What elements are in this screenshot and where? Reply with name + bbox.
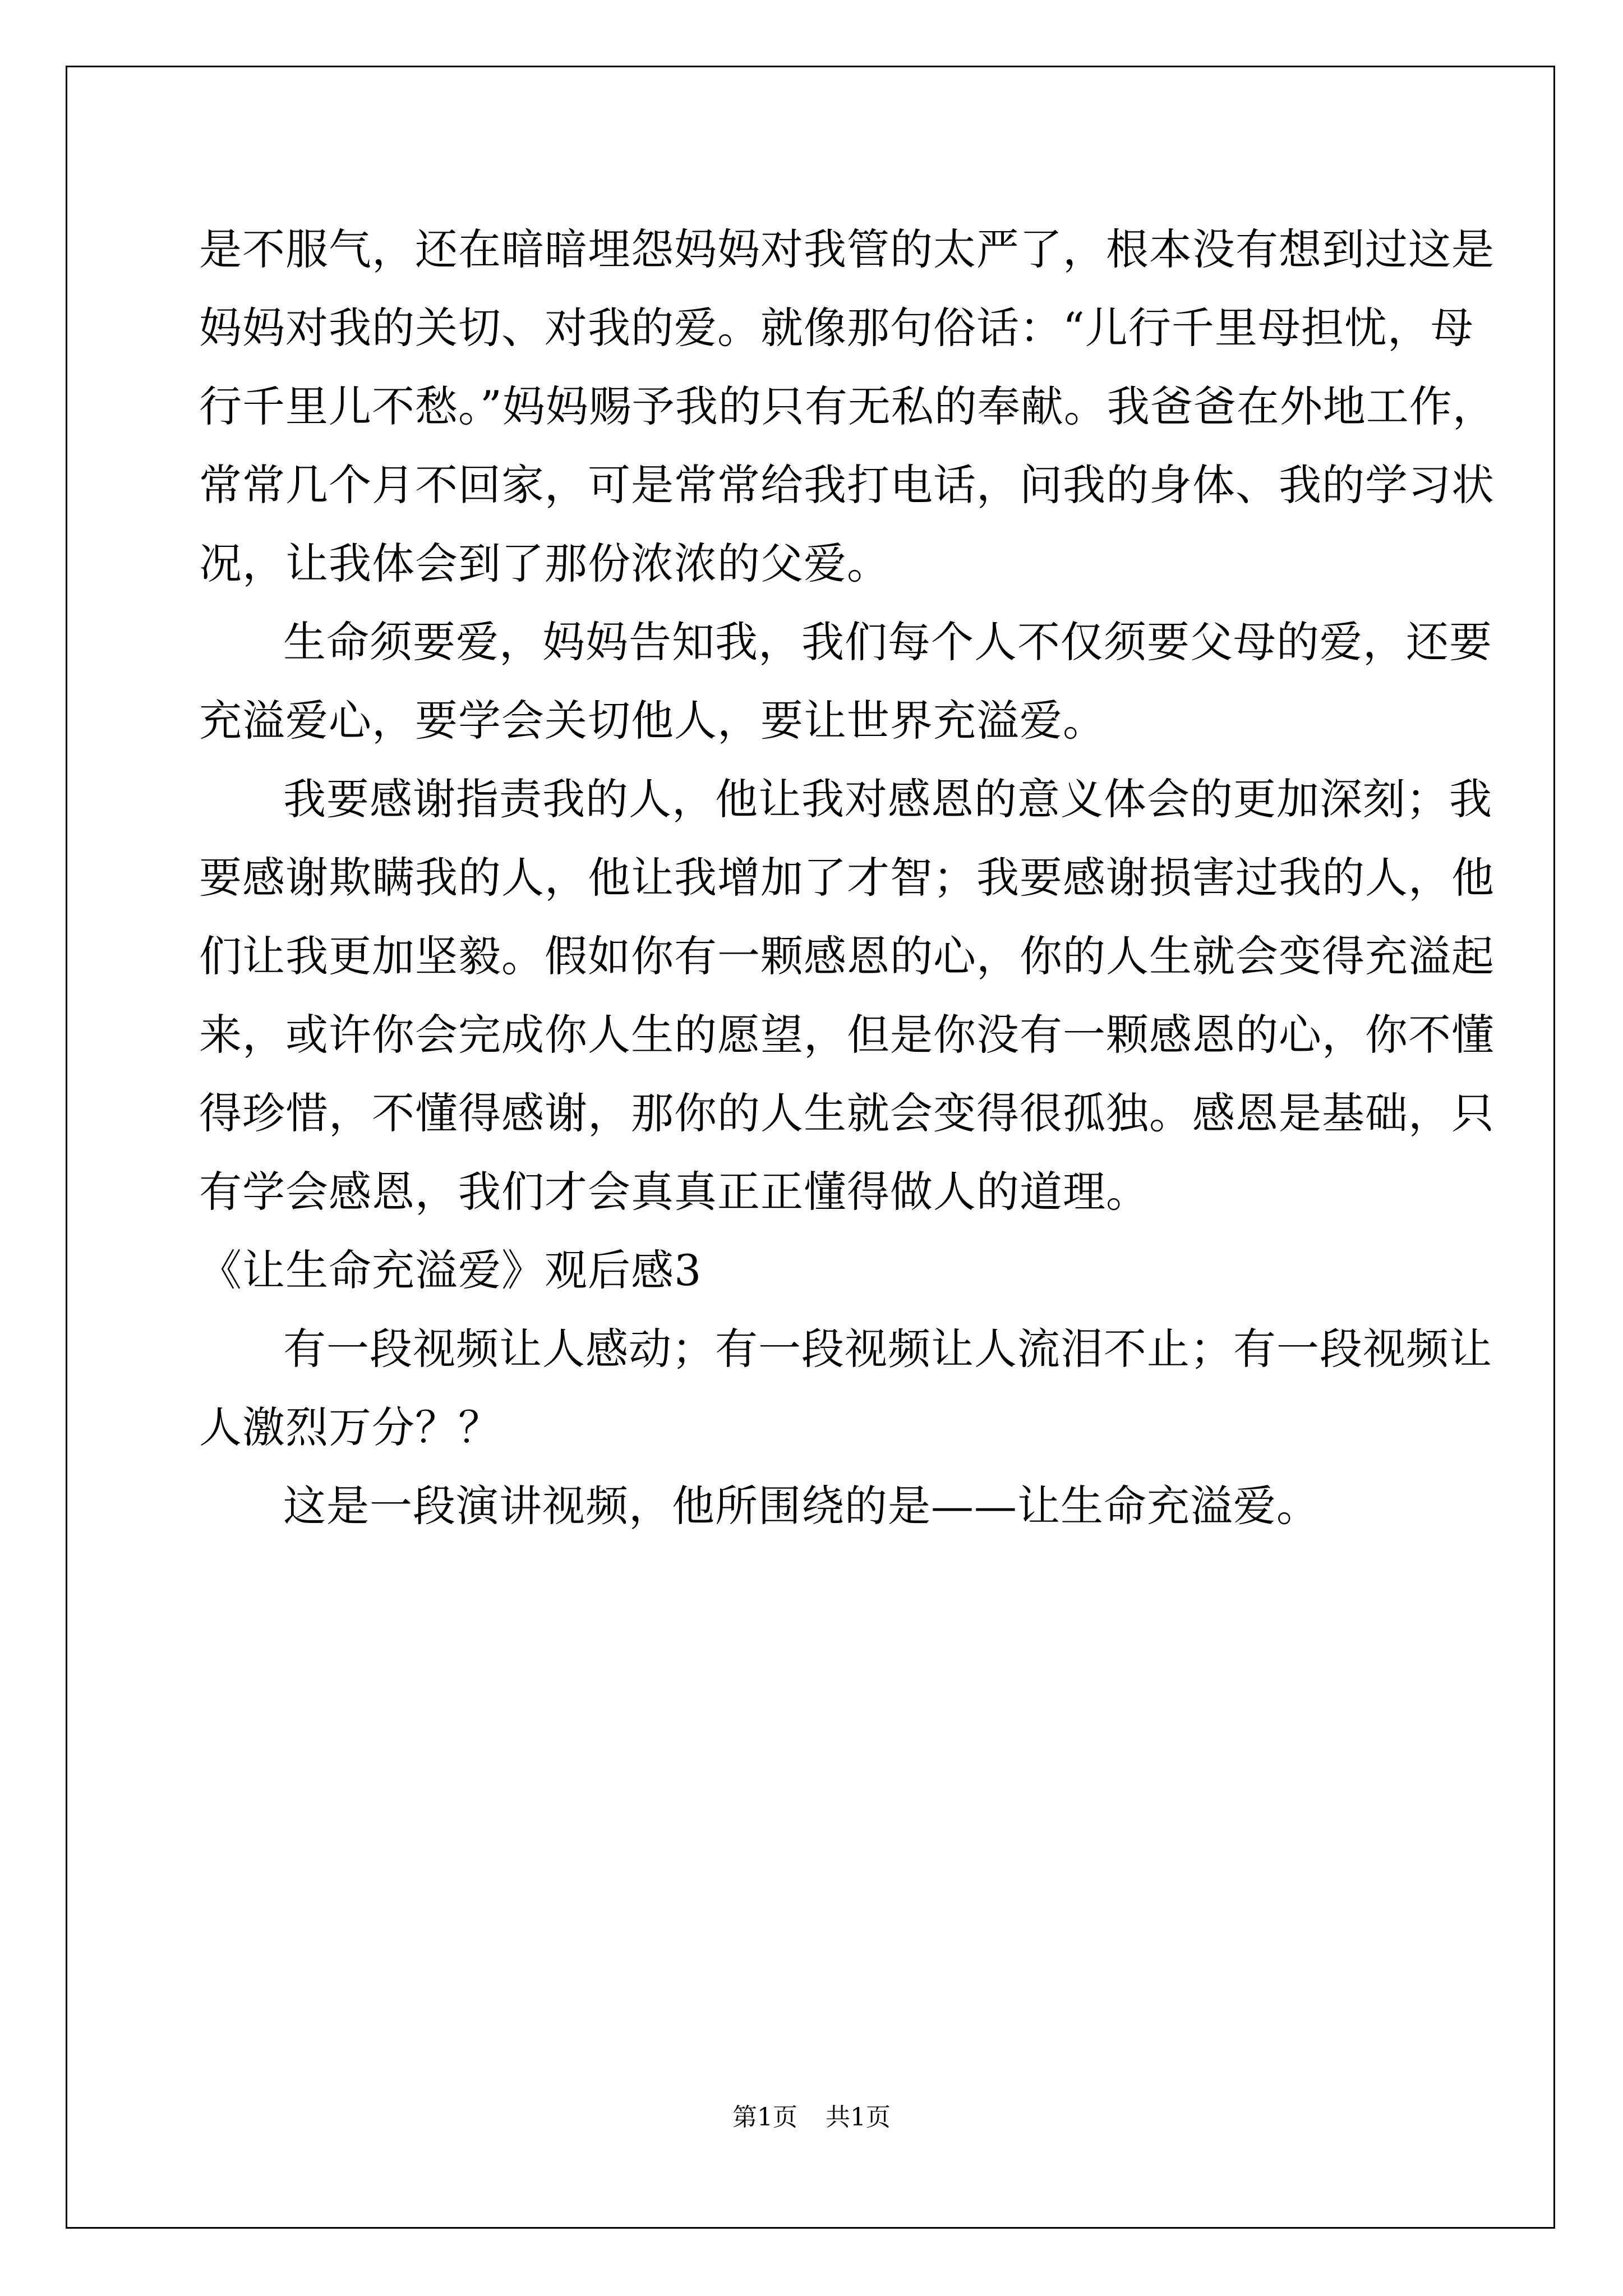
page-number: 第1页: [732, 2103, 797, 2132]
document-body: [199, 210, 1496, 1545]
text-line: 充溢爱心，要学会关切他人，要让世界充溢爱。: [199, 696, 1106, 746]
text-line: 有学会感恩，我们才会真真正正懂得做人的道理。: [199, 1167, 1149, 1217]
text-line: 来，或许你会完成你人生的愿望，但是你没有一颗感恩的心，你不懂: [199, 1010, 1495, 1060]
text-line: 们让我更加坚毅。假如你有一颗感恩的心，你的人生就会变得充溢起: [199, 931, 1495, 981]
text-line: 是不服气，还在暗暗埋怨妈妈对我管的太严了，根本没有想到过这是: [199, 224, 1495, 274]
text-line: 得珍惜，不懂得感谢，那你的人生就会变得很孤独。感恩是基础，只: [199, 1088, 1495, 1138]
paragraph-first-line: 我要感谢指责我的人，他让我对感恩的意义体会的更加深刻；我: [283, 774, 1492, 824]
paragraph-first-line: 有一段视频让人感动；有一段视频让人流泪不止；有一段视频让: [283, 1324, 1492, 1374]
text-line: 常常几个月不回家，可是常常给我打电话，问我的身体、我的学习状: [199, 460, 1495, 510]
page-total: 共1页: [826, 2103, 891, 2132]
text-line: 行千里儿不愁。”妈妈赐予我的只有无私的奉献。我爸爸在外地工作，: [199, 381, 1496, 431]
text-line: 况，让我体会到了那份浓浓的父爱。: [199, 539, 890, 588]
paragraph-first-line: 生命须要爱，妈妈告知我，我们每个人不仅须要父母的爱，还要: [283, 617, 1492, 667]
paragraph-first-line: 这是一段演讲视频，他所围绕的是——让生命充溢爱。: [283, 1481, 1320, 1531]
page-footer: [0, 2101, 1623, 2134]
text-line: 人激烈万分？？: [199, 1402, 501, 1452]
text-line: 妈妈对我的关切、对我的爱。就像那句俗话：“儿行千里母担忧，母: [199, 303, 1474, 353]
section-heading: 《让生命充溢爱》观后感3: [199, 1245, 702, 1295]
text-line: 要感谢欺瞒我的人，他让我增加了才智；我要感谢损害过我的人，他: [199, 853, 1495, 903]
